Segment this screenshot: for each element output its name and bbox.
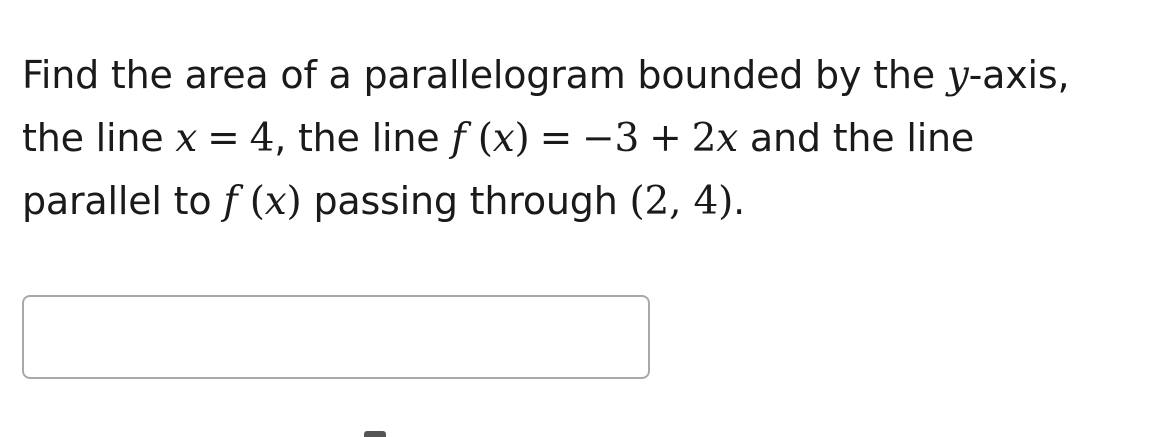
- math-negative-3: −3: [582, 116, 640, 161]
- math-point: (2, 4): [629, 179, 734, 224]
- question-line-1-text: Find the area of a parallelogram bounded by the: [22, 53, 947, 97]
- math-equals: =: [539, 116, 573, 161]
- question-line-3: [22, 170, 1162, 233]
- math-equals: =: [207, 116, 240, 161]
- scroll-edge-indicator: [364, 431, 386, 437]
- question-line-2-text-b: , the line: [274, 116, 452, 160]
- math-var-x: x: [716, 116, 739, 161]
- question-line-3-text-b: passing through: [301, 179, 630, 223]
- math-paren-open: (: [465, 116, 493, 161]
- question-text: [22, 44, 1162, 233]
- math-paren-close: ): [286, 179, 302, 224]
- question-line-3-period: .: [733, 179, 746, 223]
- math-plus: +: [649, 116, 682, 161]
- math-var-x: x: [264, 179, 287, 224]
- math-paren-open: (: [237, 179, 265, 224]
- question-line-2-text-a: the line: [22, 116, 176, 160]
- math-function-f: f: [451, 116, 466, 161]
- math-function-f: f: [223, 179, 238, 224]
- question-line-1: [22, 44, 1162, 107]
- answer-input[interactable]: [22, 295, 650, 379]
- math-var-x: x: [492, 116, 515, 161]
- question-line-3-text-a: parallel to: [22, 179, 224, 223]
- math-var-y: y: [946, 53, 969, 98]
- question-line-2: [22, 107, 1162, 170]
- math-var-x: x: [175, 116, 198, 161]
- math-number-4: 4: [249, 116, 275, 161]
- math-coefficient-2: 2: [691, 116, 717, 161]
- question-line-1-end: -axis,: [968, 53, 1070, 97]
- question-line-2-text-c: and the line: [738, 116, 975, 160]
- math-paren-close: ): [514, 116, 530, 161]
